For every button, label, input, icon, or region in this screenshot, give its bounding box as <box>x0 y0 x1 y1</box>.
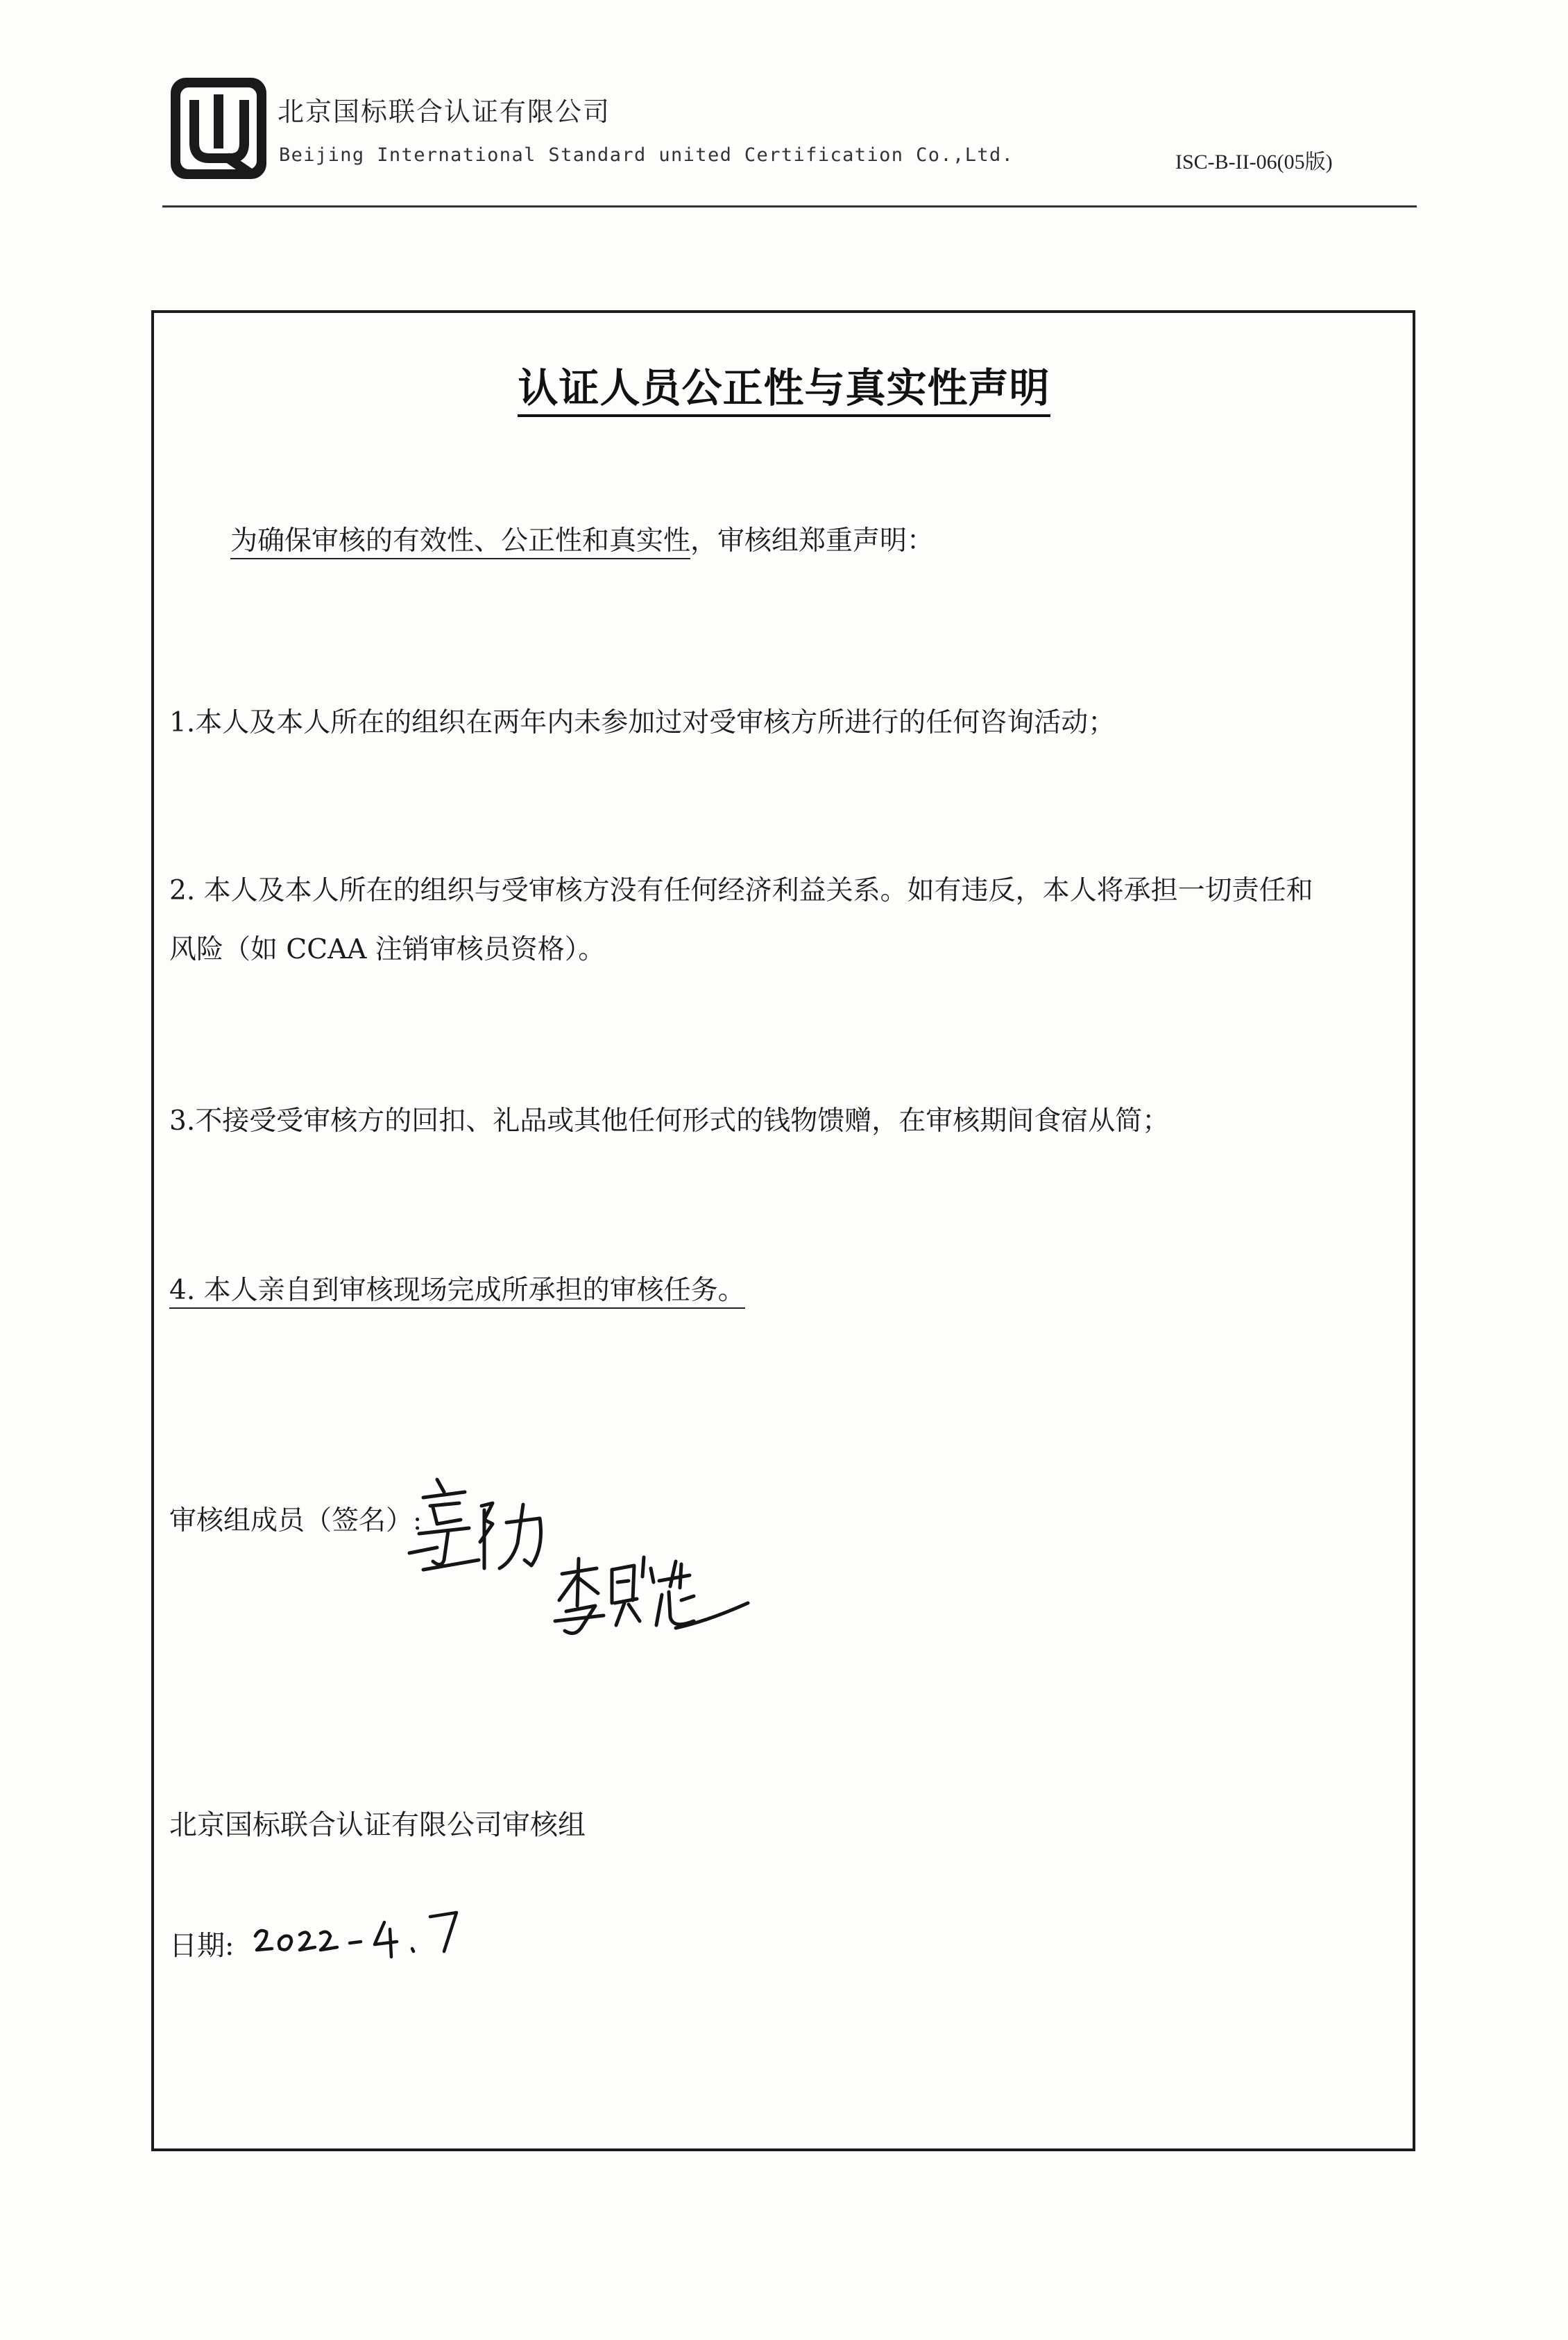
document-title-text: 认证人员公正性与真实性声明 <box>518 364 1050 417</box>
audit-team-organization: 北京国标联合认证有限公司审核组 <box>169 1809 586 1841</box>
declaration-frame <box>151 310 1415 2151</box>
declaration-item-2: 2. 本人及本人所在的组织与受审核方没有任何经济利益关系。如有违反，本人将承担一切责任和 <box>169 875 1313 906</box>
declaration-item-3: 3.不接受受审核方的回扣、礼品或其他任何形式的钱物馈赠，在审核期间食宿从简； <box>169 1105 1170 1137</box>
isc-logo-icon <box>167 74 271 183</box>
declaration-item-4 <box>169 1269 745 1307</box>
declaration-item-2-continued: 风险（如 CCAA 注销审核员资格）。 <box>169 934 606 965</box>
form-code: ISC-B-II-06(05版) <box>1175 151 1333 173</box>
declaration-item-1: 1.本人及本人所在的组织在两年内未参加过对受审核方所进行的任何咨询活动； <box>169 707 1116 738</box>
intro-underlined-text: 为确保审核的有效性、公正性和真实性 <box>230 525 690 559</box>
document-title <box>0 355 1568 414</box>
company-name-en: Beijing International Standard united Certification Co.,Ltd. <box>279 144 1014 166</box>
declaration-item-4-text: 4. 本人亲自到审核现场完成所承担的审核任务。 <box>169 1275 745 1309</box>
intro-rest-text: ，审核组郑重声明： <box>690 525 935 557</box>
company-name-cn: 北京国标联合认证有限公司 <box>278 96 611 127</box>
handwritten-date <box>248 1901 470 1964</box>
signature-2 <box>555 1557 748 1634</box>
header-divider <box>162 205 1417 207</box>
date-label: 日期: <box>169 1930 235 1962</box>
intro-paragraph <box>230 519 934 558</box>
signature-label: 审核组成员（签名）: <box>169 1505 423 1536</box>
handwritten-signatures <box>395 1464 784 1672</box>
signature-1 <box>409 1480 541 1570</box>
